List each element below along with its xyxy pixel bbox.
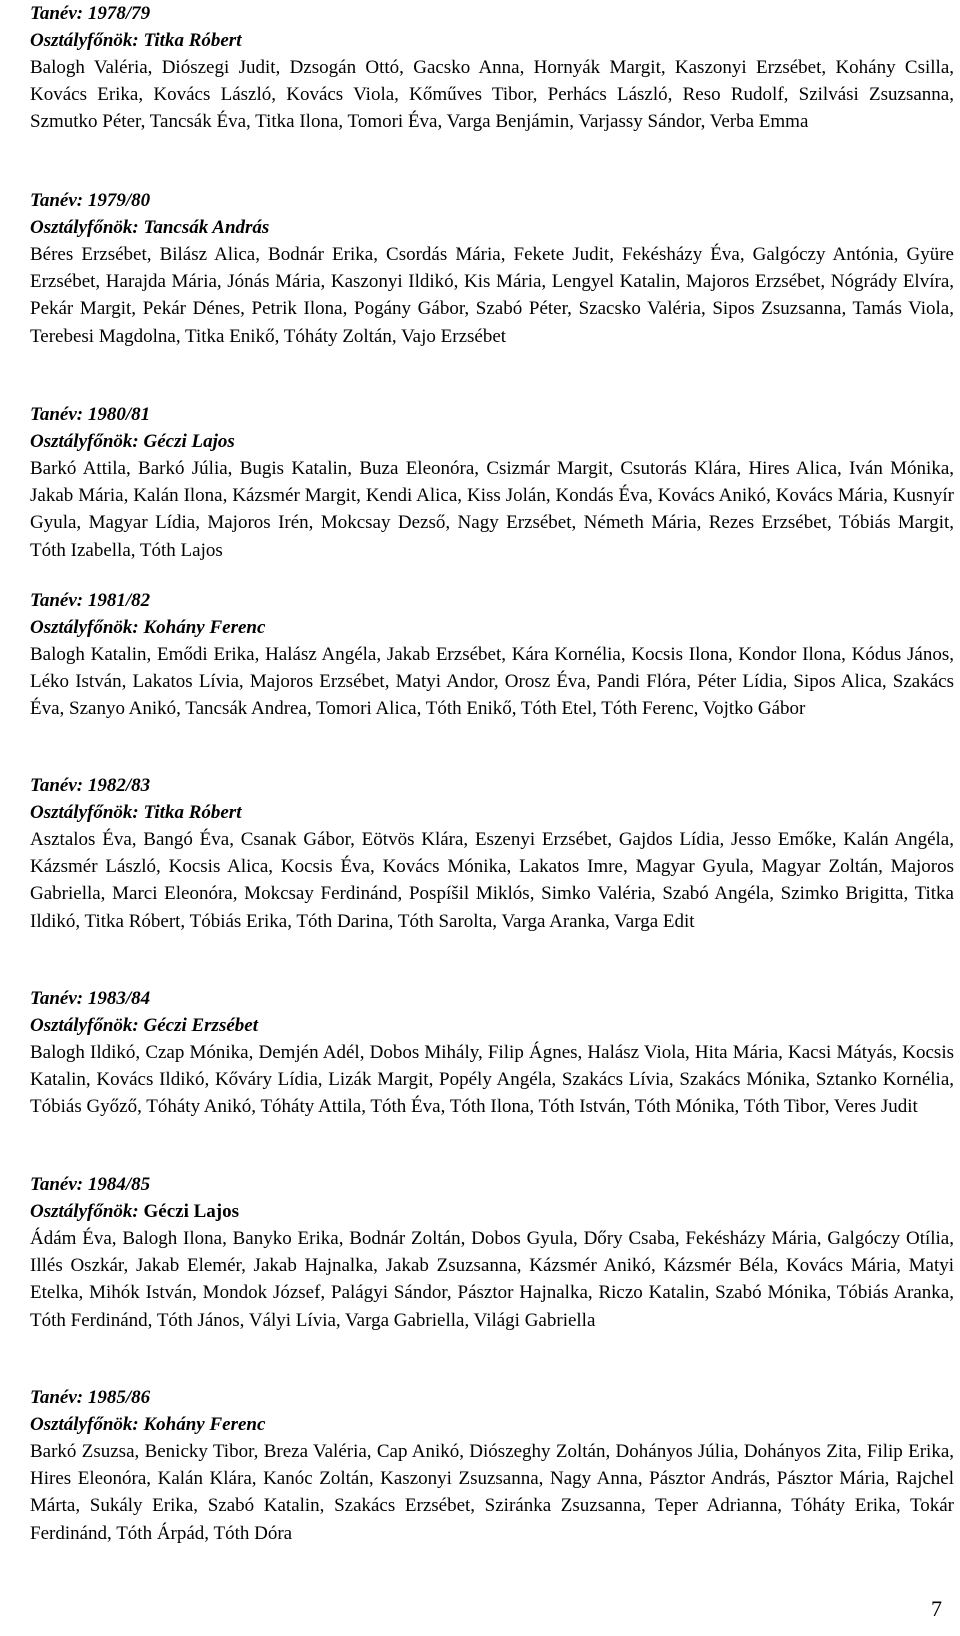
school-year-heading: Tanév: 1979/80 [30, 190, 151, 211]
student-names: Béres Erzsébet, Bilász Alica, Bodnár Erika, Csordás Mária, Fekete Judit, Fekésházy Éva, Galgóczy Antónia, Gyüre Erzsébet, Harajda Mária, Jónás Mária, Kaszonyi Ildikó, Kis Mária, Lengyel Katalin, Majoros Erzsébet, Nógrády Elvíra, Pekár Margit, Pekár Dénes, Petrik Ilona, Pogány Gábor, Szabó Péter, Szacsko Valéria, Sipos Zsuzsanna, Tamás Viola, Terebesi Magdolna, Titka Enikő, Tóháty Zoltán, Vajo Erzsébet [30, 244, 954, 347]
page-number: 7 [931, 1596, 942, 1621]
class-teacher-name: Kohány Ferenc [143, 617, 266, 638]
class-teacher-label: Osztályfőnök: [30, 217, 139, 238]
student-names: Barkó Attila, Barkó Júlia, Bugis Katalin, Buza Eleonóra, Csizmár Margit, Csutorás Klára, Hires Alica, Iván Mónika, Jakab Mária, Kalán Ilona, Kázsmér Margit, Kendi Alica, Kiss Jolán, Kondás Éva, Kovács Anikó, Kovács Mária, Kusnyír Gyula, Magyar Lídia, Majoros Irén, Mokcsay Dezső, Nagy Erzsébet, Németh Mária, Rezes Erzsébet, Tóbiás Margit, Tóth Izabella, Tóth Lajos [30, 458, 954, 561]
class-teacher-name: Kohány Ferenc [143, 1414, 266, 1435]
class-teacher-line [30, 799, 954, 826]
class-teacher-label: Osztályfőnök: [30, 1414, 139, 1435]
class-entry-1984-85 [30, 1171, 954, 1334]
student-names: Ádám Éva, Balogh Ilona, Banyko Erika, Bodnár Zoltán, Dobos Gyula, Dőry Csaba, Fekésházy Mária, Galgóczy Otília, Illés Oszkár, Jakab Elemér, Jakab Hajnalka, Jakab Zsuzsanna, Kázsmér Anikó, Kázsmér Béla, Kovács Mária, Matyi Etelka, Mihók István, Mondok József, Palágyi Sándor, Pásztor Hajnalka, Riczo Katalin, Szabó Mónika, Tóbiás Aranka, Tóth Ferdinánd, Tóth János, Vályi Lívia, Varga Gabriella, Világi Gabriella [30, 1228, 954, 1331]
class-teacher-line [30, 1411, 954, 1438]
student-names: Barkó Zsuzsa, Benicky Tibor, Breza Valéria, Cap Anikó, Diószeghy Zoltán, Dohányos Júlia, Dohányos Zita, Filip Erika, Hires Eleonóra, Kalán Klára, Kanóc Zoltán, Kaszonyi Zsuzsanna, Nagy Anna, Pásztor András, Pásztor Mária, Rajchel Márta, Sukály Erika, Szabó Katalin, Szakács Erzsébet, Sziránka Zsuzsanna, Teper Adrianna, Tóháty Erika, Tokár Ferdinánd, Tóth Árpád, Tóth Dóra [30, 1441, 954, 1544]
student-names: Balogh Katalin, Emődi Erika, Halász Angéla, Jakab Erzsébet, Kára Kornélia, Kocsis Ilona, Kondor Ilona, Kódus János, Léko István, Lakatos Lívia, Majoros Erzsébet, Matyi Andor, Orosz Éva, Pandi Flóra, Péter Lídia, Sipos Alica, Szakács Éva, Szanyo Anikó, Tancsák Andrea, Tomori Alica, Tóth Enikő, Tóth Etel, Tóth Ferenc, Vojtko Gábor [30, 644, 954, 720]
class-teacher-name: Géczi Erzsébet [143, 1015, 258, 1036]
class-entry-1985-86 [30, 1384, 954, 1547]
class-teacher-label: Osztályfőnök: [30, 617, 139, 638]
class-teacher-line [30, 27, 954, 54]
school-year-heading: Tanév: 1980/81 [30, 404, 151, 425]
school-year-heading: Tanév: 1984/85 [30, 1174, 151, 1195]
class-teacher-name: Géczi Lajos [143, 431, 235, 452]
student-names: Asztalos Éva, Bangó Éva, Csanak Gábor, Eötvös Klára, Eszenyi Erzsébet, Gajdos Lídia, Jesso Emőke, Kalán Angéla, Kázsmér László, Kocsis Alica, Kocsis Éva, Kovács Mónika, Lakatos Imre, Magyar Gyula, Magyar Zoltán, Majoros Gabriella, Marci Eleonóra, Mokcsay Ferdinánd, Pospíšil Miklós, Simko Valéria, Szabó Angéla, Szimko Brigitta, Titka Ildikó, Titka Róbert, Tóbiás Erika, Tóth Darina, Tóth Sarolta, Varga Aranka, Varga Edit [30, 829, 954, 932]
class-teacher-label: Osztályfőnök: [30, 802, 139, 823]
class-teacher-line [30, 214, 954, 241]
class-teacher-name: Géczi Lajos [143, 1201, 239, 1222]
school-year-heading: Tanév: 1981/82 [30, 590, 151, 611]
class-teacher-label: Osztályfőnök: [30, 431, 139, 452]
class-teacher-name: Titka Róbert [143, 802, 242, 823]
student-names: Balogh Ildikó, Czap Mónika, Demjén Adél, Dobos Mihály, Filip Ágnes, Halász Viola, Hita Mária, Kacsi Mátyás, Kocsis Katalin, Kovács Ildikó, Kőváry Lídia, Lizák Margit, Popély Angéla, Szakács Lívia, Szakács Mónika, Sztanko Kornélia, Tóbiás Győző, Tóháty Anikó, Tóháty Attila, Tóth Éva, Tóth Ilona, Tóth István, Tóth Mónika, Tóth Tibor, Veres Judit [30, 1042, 954, 1118]
class-teacher-name: Tancsák András [143, 217, 270, 238]
school-year-heading: Tanév: 1983/84 [30, 988, 151, 1009]
student-names: Balogh Valéria, Diószegi Judit, Dzsogán Ottó, Gacsko Anna, Hornyák Margit, Kaszonyi Erzsébet, Kohány Csilla, Kovács Erika, Kovács László, Kovács Viola, Kőműves Tibor, Perhács László, Reso Rudolf, Szilvási Zsuzsanna, Szmutko Péter, Tancsák Éva, Titka Ilona, Tomori Éva, Varga Benjámin, Varjassy Sándor, Verba Emma [30, 57, 954, 133]
class-entry-1979-80 [30, 187, 954, 350]
class-teacher-line [30, 1198, 954, 1225]
class-entry-1980-81 [30, 401, 954, 564]
class-teacher-line [30, 614, 954, 641]
class-teacher-label: Osztályfőnök: [30, 1015, 139, 1036]
class-entry-1978-79 [30, 0, 954, 136]
class-teacher-name: Titka Róbert [143, 30, 242, 51]
class-teacher-label: Osztályfőnök: [30, 1201, 139, 1222]
class-teacher-label: Osztályfőnök: [30, 30, 139, 51]
class-entry-1981-82 [30, 587, 954, 723]
class-entry-1983-84 [30, 985, 954, 1121]
class-entry-1982-83 [30, 772, 954, 935]
school-year-heading: Tanév: 1982/83 [30, 775, 151, 796]
school-year-heading: Tanév: 1978/79 [30, 3, 151, 24]
class-teacher-line [30, 1012, 954, 1039]
school-year-heading: Tanév: 1985/86 [30, 1387, 151, 1408]
class-teacher-line [30, 428, 954, 455]
